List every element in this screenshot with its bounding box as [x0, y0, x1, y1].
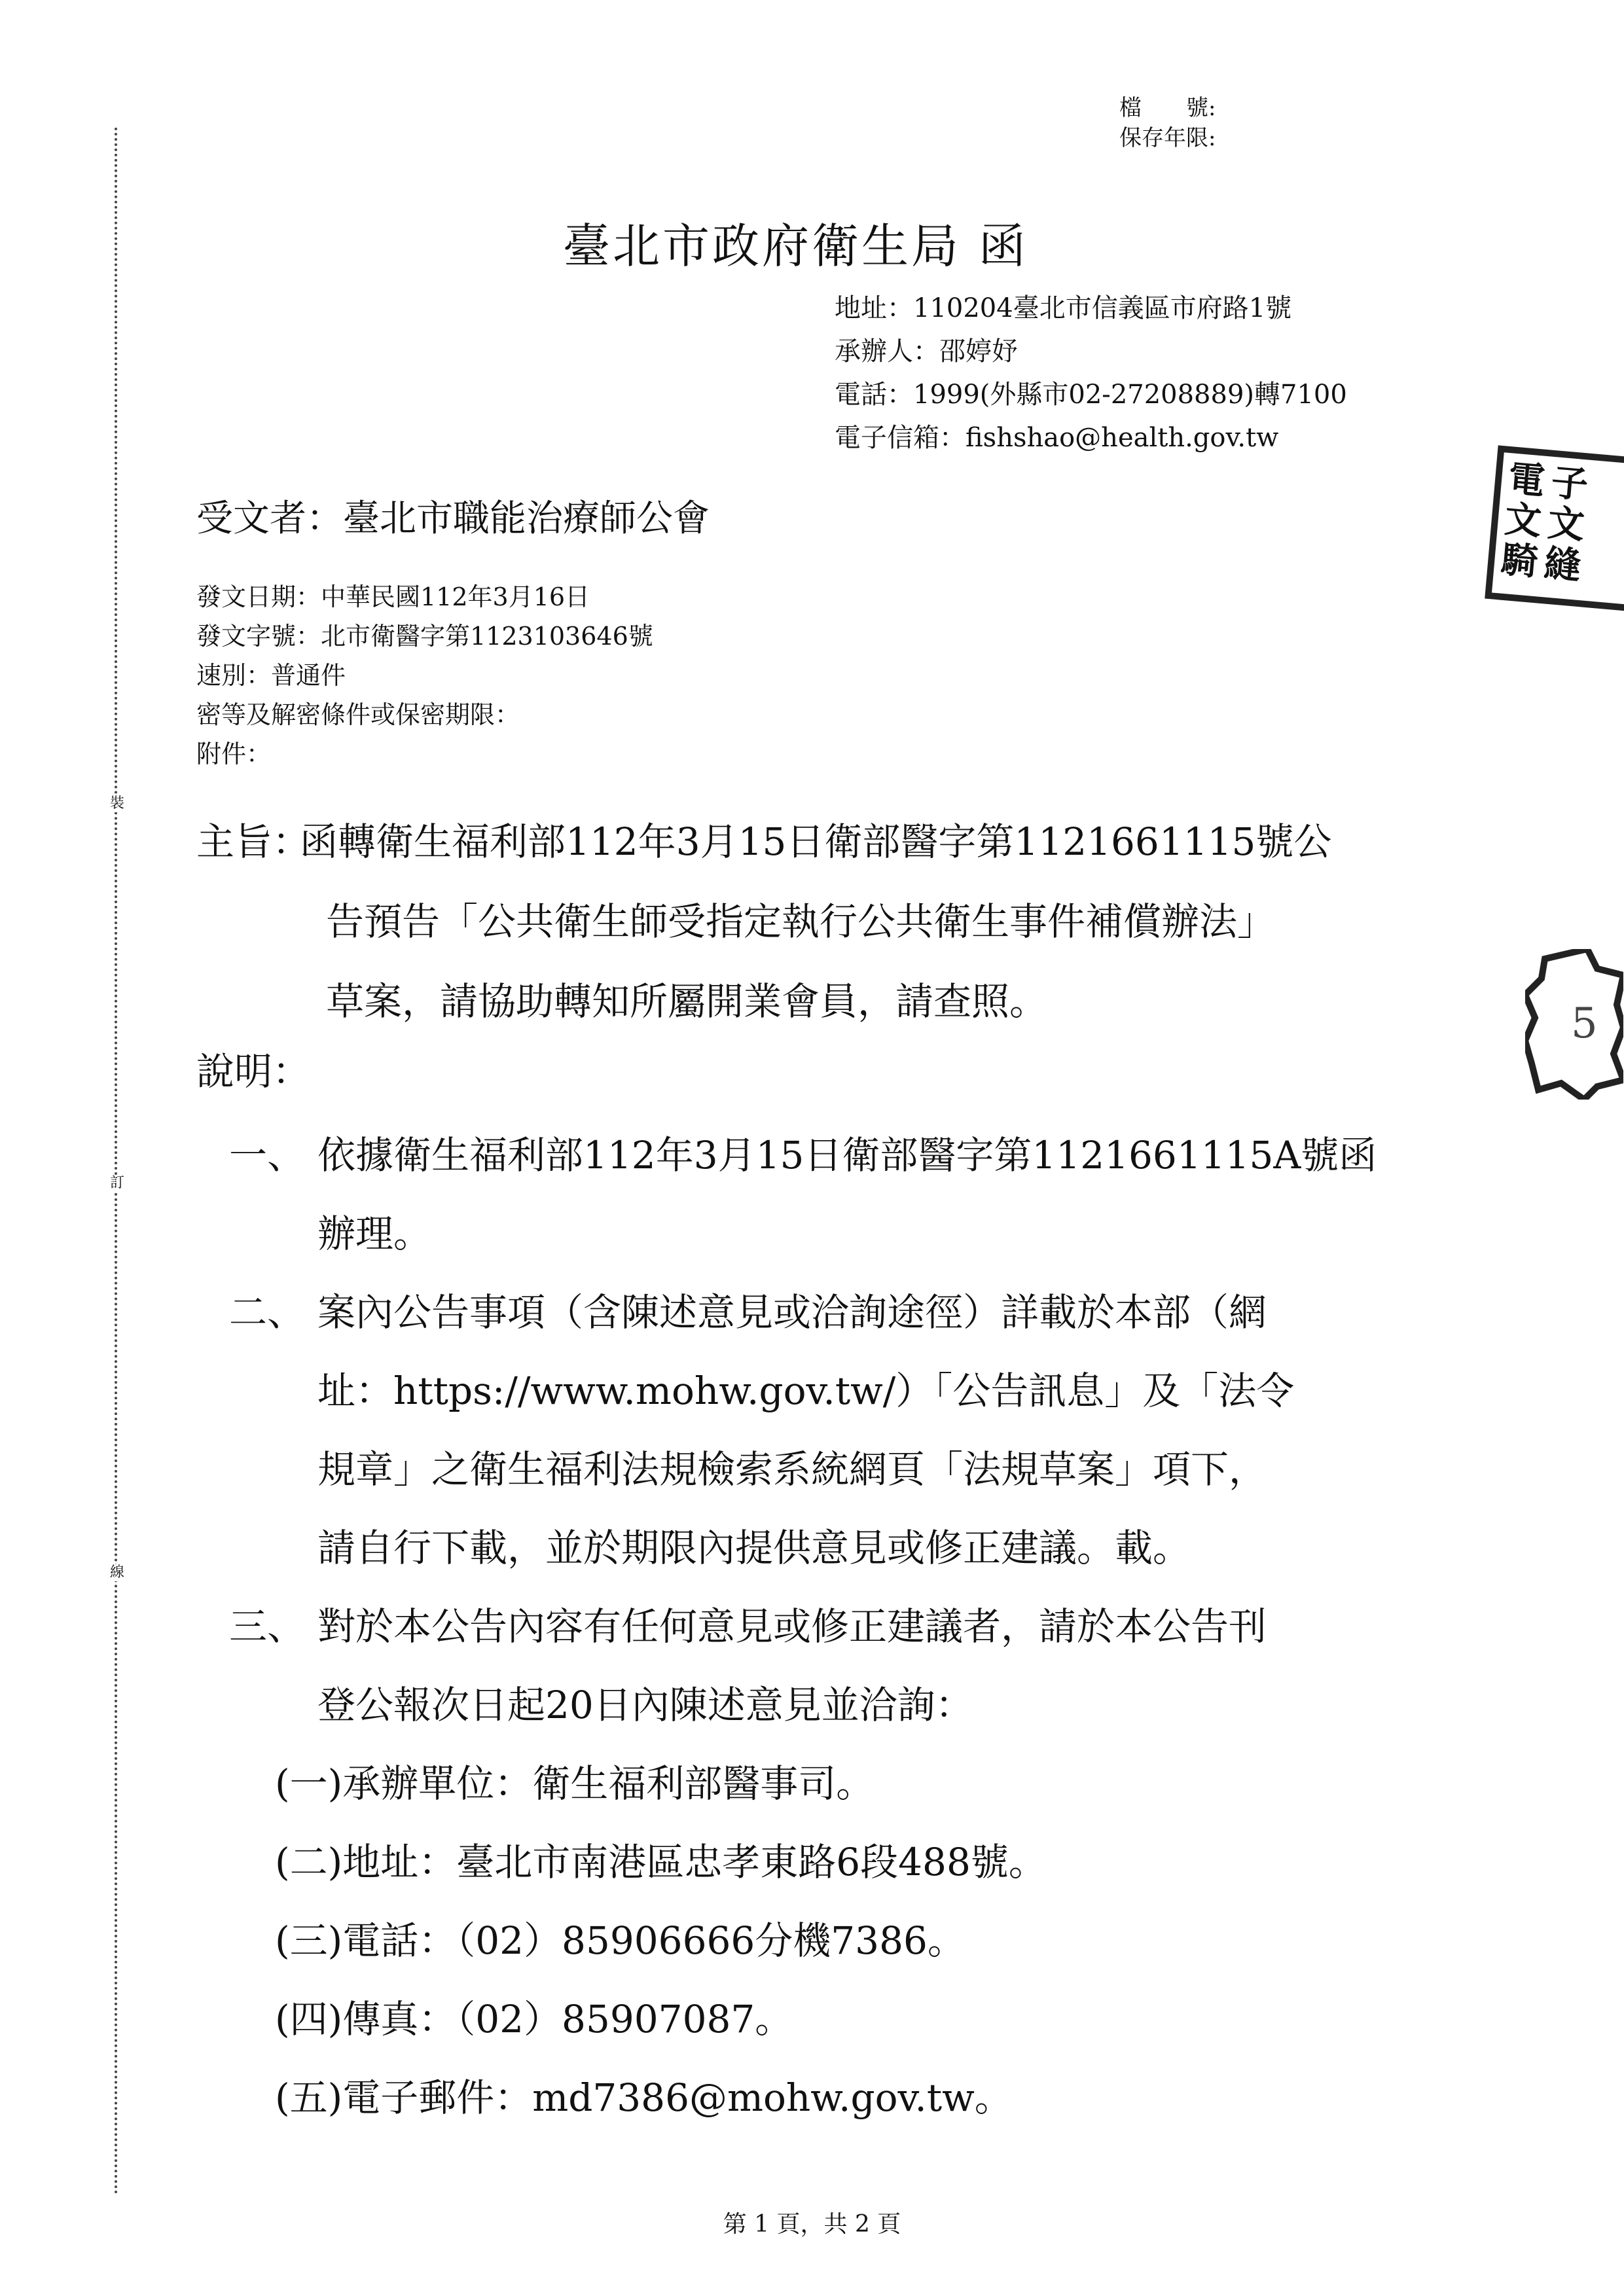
- seal-char: 文: [1545, 501, 1587, 548]
- item-line: 依據衛生福利部112年3月15日衛部醫字第1121661115A號函: [317, 1133, 1377, 1177]
- seal-char: 文: [1503, 497, 1543, 544]
- electronic-document-seal: [1485, 445, 1624, 611]
- item-marker: 一、: [229, 1133, 306, 1177]
- contact-block: [835, 287, 1347, 459]
- document-title: 臺北市政府衛生局 函: [563, 219, 1028, 274]
- item-line: 請自行下載，並於期限內提供意見或修正建議。載。: [317, 1526, 1191, 1570]
- item-marker: 二、: [229, 1290, 306, 1335]
- item-marker: 三、: [229, 1604, 306, 1649]
- subject-line: 函轉衛生福利部112年3月15日衛部醫字第1121661115號公: [300, 819, 1332, 864]
- contact-phone: 電話：1999(外縣市02-27208889)轉7100: [835, 380, 1347, 410]
- margin-mark-line: 線: [110, 1564, 125, 1581]
- item-line: 址：https://www.mohw.gov.tw/）「公告訊息」及「法令: [317, 1369, 1295, 1413]
- dispatch-meta: [196, 577, 653, 774]
- contact-handler: 承辦人：邵婷妤: [835, 336, 1018, 367]
- dispatch-number: 發文字號：北市衛醫字第1123103646號: [196, 622, 653, 651]
- dispatch-date: 發文日期：中華民國112年3月16日: [196, 583, 590, 611]
- page-footer: 第 1 頁，共 2 頁: [723, 2211, 901, 2238]
- retention-period-label: 保存年限:: [1119, 125, 1216, 151]
- subject-line: 草案，請協助轉知所屬開業會員，請查照。: [326, 979, 1048, 1024]
- contact-email: 電子信箱：fishshao@health.gov.tw: [835, 423, 1279, 453]
- sub-item: (二)地址：臺北市南港區忠孝東路6段488號。: [275, 1840, 1047, 1884]
- sub-item: (一)承辦單位：衛生福利部醫事司。: [275, 1761, 875, 1806]
- item-line: 案內公告事項（含陳述意見或洽詢途徑）詳載於本部（網: [317, 1290, 1267, 1335]
- recipient: 受文者：臺北市職能治療師公會: [196, 497, 710, 540]
- margin-mark-staple: 訂: [110, 1175, 125, 1191]
- seal-char: 騎: [1499, 537, 1540, 584]
- seal-char: 電: [1506, 457, 1547, 503]
- sub-item: (三)電話：（02）85906666分機7386。: [275, 1918, 965, 1963]
- seal-char: 縫: [1542, 541, 1583, 588]
- gear-seal-icon: [1525, 949, 1623, 1100]
- sub-item: (五)電子郵件：md7386@mohw.gov.tw。: [275, 2075, 1013, 2120]
- file-meta: [1119, 93, 1216, 153]
- seal-char: 子: [1549, 460, 1590, 507]
- item-line: 登公報次日起20日內陳述意見並洽詢：: [317, 1683, 973, 1727]
- dispatch-speed: 速別：普通件: [196, 661, 346, 690]
- subject-line: 告預告「公共衛生師受指定執行公共衛生事件補償辦法」: [326, 899, 1276, 944]
- item-line: 對於本公告內容有任何意見或修正建議者，請於本公告刊: [317, 1604, 1267, 1649]
- file-number-label: 檔 號:: [1119, 95, 1216, 121]
- item-line: 規章」之衛生福利法規檢索系統網頁「法規草案」項下，: [317, 1447, 1267, 1492]
- explanation-label: 說明：: [196, 1049, 311, 1094]
- binding-margin-line: [115, 128, 124, 2196]
- attachments: 附件：: [196, 740, 272, 768]
- confidentiality: 密等及解密條件或保密期限：: [196, 700, 520, 729]
- item-line: 辦理。: [317, 1211, 432, 1256]
- gear-seal-text: 5: [1571, 999, 1598, 1048]
- sub-item: (四)傳真：（02）85907087。: [275, 1997, 793, 2041]
- subject-label: 主旨：: [196, 819, 311, 864]
- margin-mark-bind: 裝: [110, 795, 125, 812]
- contact-address: 地址：110204臺北市信義區市府路1號: [835, 293, 1292, 323]
